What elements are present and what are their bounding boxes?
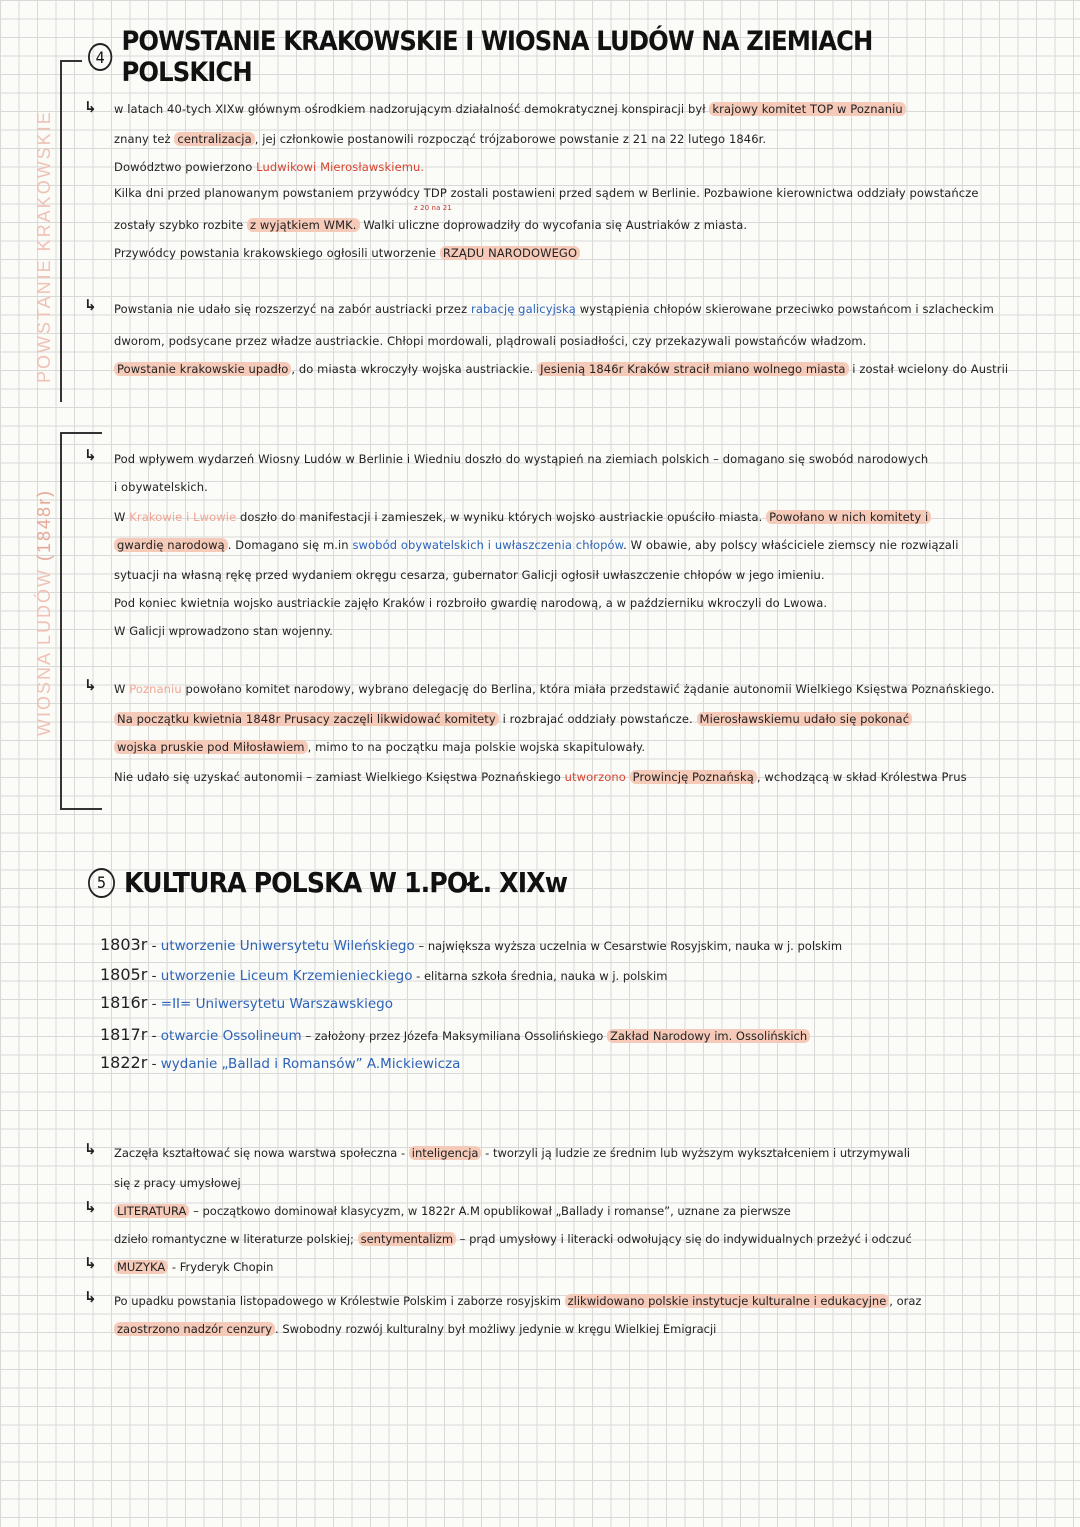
section-5-heading bbox=[88, 866, 567, 899]
bracket-divider bbox=[60, 60, 82, 402]
timeline-item: 1817r - otwarcie Ossolineum – założony przez Józefa Maksymiliana Ossolińskiego Zakład Narodowy im. Ossolińskich bbox=[100, 1025, 810, 1044]
text-line: wojska pruskie pod Miłosławiem , mimo to na początku maja polskie wojska skapitulowały. bbox=[114, 740, 645, 754]
arrow-bullet-icon: ↳ bbox=[84, 446, 97, 464]
text-line: zaostrzono nadzór cenzury . Swobodny rozwój kulturalny był możliwy jedynie w kręgu Wielkiej Emigracji bbox=[114, 1322, 716, 1336]
arrow-bullet-icon: ↳ bbox=[84, 1198, 97, 1216]
text-line: Na początku kwietnia 1848r Prusacy zaczęli likwidować komitety i rozbrajać oddziały powstańcze. Mierosławskiemu udało się pokonać bbox=[114, 712, 912, 726]
text-line: Po upadku powstania listopadowego w Królestwie Polskim i zaborze rosyjskim zlikwidowano polskie instytucje kulturalne i edukacyjne , oraz bbox=[114, 1294, 922, 1308]
text-line: zostały szybko rozbite z wyjątkiem WMK. Walki uliczne doprowadziły do wycofania się Austriaków z miasta. bbox=[114, 218, 748, 232]
bracket-divider bbox=[60, 432, 102, 810]
text-line: MUZYKA - Fryderyk Chopin bbox=[114, 1260, 273, 1274]
arrow-bullet-icon: ↳ bbox=[84, 1254, 97, 1272]
text-line: Pod wpływem wydarzeń Wiosny Ludów w Berlinie i Wiedniu doszło do wystąpień na ziemiach polskich – domagano się swobód narodowych bbox=[114, 452, 929, 466]
text-line: w latach 40-tych XIXw głównym ośrodkiem nadzorującym działalność demokratycznej konspiracji był krajowy komitet TOP w Poznaniu bbox=[114, 102, 906, 116]
arrow-bullet-icon: ↳ bbox=[84, 296, 97, 314]
section-number-badge: 4 bbox=[88, 43, 112, 71]
text-line: Kilka dni przed planowanym powstaniem przywódcy TDP zostali postawieni przed sądem w Berlinie. Pozbawione kierownictwa oddziały powstańcze bbox=[114, 186, 979, 200]
arrow-bullet-icon: ↳ bbox=[84, 1288, 97, 1306]
text-line: Powstania nie udało się rozszerzyć na zabór austriacki przez rabację galicyjską wystąpienia chłopów skierowane przeciwko powstańcom i szlacheckim bbox=[114, 302, 994, 316]
text-line: LITERATURA – początkowo dominował klasycyzm, w 1822r A.M opublikował „Ballady i romanse”, uznane za pierwsze bbox=[114, 1204, 791, 1218]
timeline-item: 1822r - wydanie „Ballad i Romansów” A.Mickiewicza bbox=[100, 1053, 461, 1072]
section-title: POWSTANIE KRAKOWSKIE I WIOSNA LUDÓW NA ZIEMIACH POLSKICH bbox=[121, 26, 873, 88]
text-line: Nie udało się uzyskać autonomii – zamiast Wielkiego Księstwa Poznańskiego utworzono Prowincję Poznańską , wchodzącą w skład Królestwa Prus bbox=[114, 770, 967, 784]
text-line: znany też centralizacja , jej członkowie postanowili rozpocząć trójzaborowe powstanie z 21 na 22 lutego 1846r. bbox=[114, 132, 767, 146]
text-line: dzieło romantyczne w literaturze polskiej; sentymentalizm – prąd umysłowy i literacki odwołujący się do indywidualnych przeżyć i odczuć bbox=[114, 1232, 912, 1246]
side-label-text: WIOSNA LUDÓW bbox=[34, 567, 54, 736]
text-line: W Galicji wprowadzono stan wojenny. bbox=[114, 624, 333, 638]
arrow-bullet-icon: ↳ bbox=[84, 1140, 97, 1158]
text-line: gwardię narodową . Domagano się m.in swobód obywatelskich i uwłaszczenia chłopów. W obawie, aby polscy właściciele ziemscy nie rozwiązali bbox=[114, 538, 959, 552]
side-label-powstanie: POWSTANIE KRAKOWSKIE bbox=[34, 110, 54, 383]
text-line: Dowództwo powierzono Ludwikowi Mierosławskiemu. bbox=[114, 160, 425, 174]
text-line: sytuacji na własną rękę przed wydaniem okręgu cesarza, gubernator Galicji ogłosił uwłaszczenie chłopów w jego imieniu. bbox=[114, 568, 825, 582]
section-number-badge: 5 bbox=[88, 868, 115, 898]
timeline-item: 1803r - utworzenie Uniwersytetu Wileńskiego – największa wyższa uczelnia w Cesarstwie Rosyjskim, nauka w j. polskim bbox=[100, 935, 843, 954]
text-line: dworom, podsycane przez władze austriackie. Chłopi mordowali, plądrowali posiadłości, czy przekazywali powstańców władzom. bbox=[114, 334, 867, 348]
text-line: i obywatelskich. bbox=[114, 480, 208, 494]
section-title: KULTURA POLSKA W 1.POŁ. XIXw bbox=[124, 866, 568, 899]
timeline-item: 1816r - =II= Uniwersytetu Warszawskiego bbox=[100, 993, 393, 1012]
text-line: W Poznaniu powołano komitet narodowy, wybrano delegację do Berlina, która miała przedstawić żądanie autonomii Wielkiego Księstwa Poznańskiego. bbox=[114, 682, 995, 696]
text-line: Zaczęła kształtować się nowa warstwa społeczna - inteligencja - tworzyli ją ludzie ze średnim lub wyższym wykształceniem i utrzymywali bbox=[114, 1146, 911, 1160]
text-line: się z pracy umysłowej bbox=[114, 1176, 241, 1190]
section-4-heading bbox=[88, 26, 981, 88]
text-line: Pod koniec kwietnia wojsko austriackie zajęło Kraków i rozbroiło gwardię narodową, a w październiku wkroczyli do Lwowa. bbox=[114, 596, 828, 610]
timeline-item: 1805r - utworzenie Liceum Krzemienieckiego - elitarna szkoła średnia, nauka w j. polskim bbox=[100, 965, 668, 984]
arrow-bullet-icon: ↳ bbox=[84, 98, 97, 116]
text-line: W Krakowie i Lwowie doszło do manifestacji i zamieszek, w wyniku których wojsko austriackie opuściło miasta. Powołano w nich komitety i bbox=[114, 510, 931, 524]
side-label-date: (1848r) bbox=[34, 488, 54, 561]
margin-note: z 20 na 21 bbox=[414, 204, 452, 212]
arrow-bullet-icon: ↳ bbox=[84, 676, 97, 694]
text-line: Przywódcy powstania krakowskiego ogłosili utworzenie RZĄDU NARODOWEGO bbox=[114, 246, 580, 260]
text-line: Powstanie krakowskie upadło , do miasta wkroczyły wojska austriackie. Jesienią 1846r Kraków stracił miano wolnego miasta i został wcielony do Austrii bbox=[114, 362, 1008, 376]
side-label-wiosna bbox=[34, 456, 55, 736]
